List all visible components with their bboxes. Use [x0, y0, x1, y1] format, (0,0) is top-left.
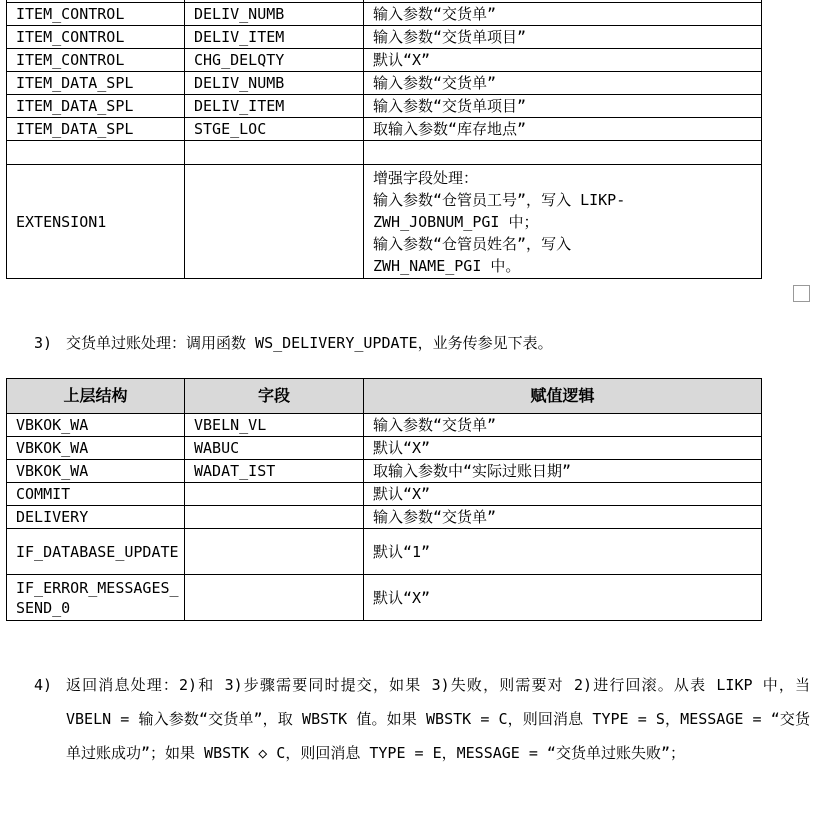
- struct-cell: ITEM_DATA_SPL: [7, 118, 185, 141]
- logic-cell: 输入参数“交货单”: [364, 414, 762, 437]
- logic-cell: [364, 165, 762, 279]
- table-row: [7, 72, 762, 95]
- extension-line: 输入参数“仓管员工号”，写入 LIKP-: [373, 190, 626, 209]
- logic-cell: 输入参数“交货单项目”: [364, 26, 762, 49]
- logic-cell: 默认“1”: [364, 529, 762, 575]
- struct-cell: DELIVERY: [7, 506, 185, 529]
- table-row: [7, 575, 762, 621]
- struct-cell: ITEM_DATA_SPL: [7, 72, 185, 95]
- table-row: [7, 506, 762, 529]
- step-3-paragraph: [34, 326, 810, 360]
- extension-line: ZWH_NAME_PGI 中。: [373, 256, 521, 275]
- table-row: [7, 26, 762, 49]
- table-cell: [185, 141, 364, 165]
- table-row: [7, 437, 762, 460]
- header-logic: 赋值逻辑: [364, 379, 762, 414]
- struct-cell: ITEM_DATA_SPL: [7, 95, 185, 118]
- struct-cell: VBKOK_WA: [7, 460, 185, 483]
- table-row: [7, 95, 762, 118]
- step-text: 交货单过账处理：调用函数 WS_DELIVERY_UPDATE，业务传参见下表。: [66, 334, 553, 352]
- struct-cell: IF_DATABASE_UPDATE: [7, 529, 185, 575]
- field-cell: DELIV_ITEM: [185, 26, 364, 49]
- field-cell: DELIV_ITEM: [185, 95, 364, 118]
- field-cell: [185, 483, 364, 506]
- header-struct: 上层结构: [7, 379, 185, 414]
- table-cell: [7, 141, 185, 165]
- table-cell: [364, 141, 762, 165]
- struct-cell: VBKOK_WA: [7, 437, 185, 460]
- checkbox[interactable]: [793, 285, 810, 302]
- header-field: 字段: [185, 379, 364, 414]
- table-row: [7, 460, 762, 483]
- table-row: [7, 49, 762, 72]
- logic-cell: 输入参数“交货单”: [364, 3, 762, 26]
- parameter-table-1: [6, 0, 762, 279]
- extension-line: 输入参数“仓管员姓名”，写入: [373, 234, 572, 253]
- table-row: [7, 414, 762, 437]
- struct-cell: COMMIT: [7, 483, 185, 506]
- logic-cell: 默认“X”: [364, 575, 762, 621]
- step-4-paragraph: [34, 668, 810, 770]
- step-number: 4): [34, 676, 53, 694]
- field-cell: [185, 529, 364, 575]
- field-cell: VBELN_VL: [185, 414, 364, 437]
- struct-cell: IF_ERROR_MESSAGES_SEND_0: [7, 575, 185, 621]
- logic-cell: 输入参数“交货单”: [364, 72, 762, 95]
- field-cell: [185, 506, 364, 529]
- struct-cell: ITEM_CONTROL: [7, 3, 185, 26]
- logic-cell: 默认“X”: [364, 437, 762, 460]
- table-header-row: [7, 379, 762, 414]
- table-row-extension: [7, 165, 762, 279]
- logic-cell: 输入参数“交货单”: [364, 506, 762, 529]
- logic-cell: 默认“X”: [364, 483, 762, 506]
- table-row: [7, 529, 762, 575]
- struct-cell: EXTENSION1: [7, 165, 185, 279]
- field-cell: CHG_DELQTY: [185, 49, 364, 72]
- table-row: [7, 483, 762, 506]
- struct-cell: ITEM_CONTROL: [7, 49, 185, 72]
- extension-line: ZWH_JOBNUM_PGI 中；: [373, 212, 539, 231]
- field-cell: WABUC: [185, 437, 364, 460]
- table-row-empty: [7, 141, 762, 165]
- field-cell: [185, 165, 364, 279]
- extension-line: 增强字段处理：: [373, 168, 479, 187]
- field-cell: DELIV_NUMB: [185, 72, 364, 95]
- step-number: 3): [34, 334, 53, 352]
- struct-cell: ITEM_CONTROL: [7, 26, 185, 49]
- field-cell: WADAT_IST: [185, 460, 364, 483]
- parameter-table-2: [6, 378, 762, 621]
- logic-cell: 取输入参数中“实际过账日期”: [364, 460, 762, 483]
- field-cell: STGE_LOC: [185, 118, 364, 141]
- field-cell: DELIV_NUMB: [185, 3, 364, 26]
- logic-cell: 取输入参数“库存地点”: [364, 118, 762, 141]
- field-cell: [185, 575, 364, 621]
- logic-cell: 默认“X”: [364, 49, 762, 72]
- struct-cell: VBKOK_WA: [7, 414, 185, 437]
- logic-cell: 输入参数“交货单项目”: [364, 95, 762, 118]
- table-row: [7, 118, 762, 141]
- table-row: [7, 3, 762, 26]
- step-text: 返回消息处理：2)和 3)步骤需要同时提交，如果 3)失败，则需要对 2)进行回滚。从表 LIKP 中，当 VBELN = 输入参数“交货单”，取 WBSTK 值。如果 WBSTK = C，则回消息 TYPE = S，MESSAGE = “交货单过账成功”；如果 WBSTK ◇ C，则回消息 TYPE = E，MESSAGE = “交货单过账失败”；: [66, 676, 810, 762]
